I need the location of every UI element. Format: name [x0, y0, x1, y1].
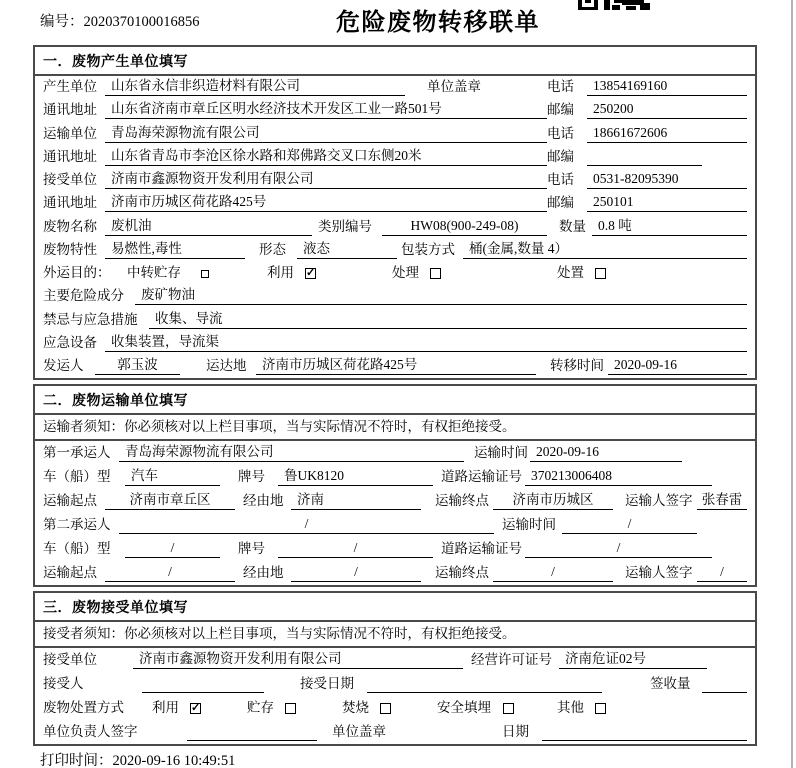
field-value: 济南市鑫源物资开发利用有限公司 — [105, 170, 547, 189]
static-text: 单位盖章 — [427, 79, 481, 95]
field-value: 济南市鑫源物资开发利用有限公司 — [133, 650, 463, 669]
form-row — [35, 648, 755, 672]
field-label: 运输人签字 — [625, 565, 693, 580]
static-text: 焚烧 — [342, 700, 369, 715]
checkbox-unchecked-icon — [285, 703, 296, 714]
field-label: 转移时间 — [550, 358, 604, 374]
field-value: / — [278, 539, 433, 558]
field-label: 废物名称 — [43, 218, 97, 234]
field-label: 数量 — [559, 218, 586, 234]
document-number-value: 2020370100016856 — [83, 14, 200, 30]
field-value: 桶(金属,数量 4） — [463, 240, 747, 259]
document-number — [40, 10, 200, 31]
field-label: 通讯地址 — [43, 148, 97, 164]
checkbox-cell — [279, 703, 342, 717]
field-value: / — [525, 539, 712, 558]
field-label: 经营许可证号 — [471, 652, 552, 667]
form-row — [35, 489, 755, 513]
field-label: 运达地 — [206, 358, 247, 374]
form-row — [35, 355, 755, 378]
section-2 — [33, 384, 757, 587]
field-value: 济南市章丘区 — [105, 491, 235, 510]
field-value: / — [105, 563, 235, 582]
checkbox-cell — [374, 703, 437, 717]
field-label: 单位负责人签字 — [43, 724, 138, 739]
field-value: 济南市历城区荷花路425号 — [105, 193, 547, 212]
field-label: 邮编 — [547, 102, 574, 118]
field-label: 运输时间 — [502, 517, 556, 532]
field-label: 通讯地址 — [43, 195, 97, 211]
field-value: / — [125, 539, 220, 558]
field-label: 电话 — [547, 125, 574, 141]
field-label: 包装方式 — [401, 241, 455, 257]
static-text: 利用 — [267, 265, 294, 281]
checkbox-cell — [195, 270, 267, 282]
checkbox-cell — [589, 268, 606, 282]
document-title: 危险废物转移联单 — [336, 9, 540, 36]
field-value: 鲁UK8120 — [278, 467, 433, 486]
field-value: 收集装置，导流渠 — [105, 333, 747, 352]
form-row — [35, 146, 755, 169]
checkbox-unchecked-icon — [595, 268, 606, 279]
field-value: / — [291, 563, 421, 582]
qr-code-fragment-icon — [578, 0, 650, 10]
field-label: 发运人 — [43, 358, 84, 374]
field-label: 运输者须知： — [43, 419, 124, 434]
field-value: 山东省永信非织造材料有限公司 — [105, 77, 405, 96]
field-value: 济南市历城区 — [493, 491, 613, 510]
static-text: 其他 — [557, 700, 584, 715]
field-label: 通讯地址 — [43, 102, 97, 118]
field-label: 运输时间 — [474, 445, 528, 460]
field-label: 签收量 — [650, 676, 691, 691]
field-value: HW08(900-249-08) — [382, 217, 547, 236]
form-row — [35, 262, 755, 285]
form-row — [35, 169, 755, 192]
section-1-rows — [35, 76, 755, 378]
form-row — [35, 513, 755, 537]
field-value: 250101 — [587, 193, 747, 212]
form-row — [35, 122, 755, 145]
field-label: 运输起点 — [43, 493, 97, 508]
field-value: 收集、导流 — [149, 310, 747, 329]
static-text: 贮存 — [247, 700, 274, 715]
static-text: 处置 — [557, 265, 584, 281]
checkbox-unchecked-icon — [380, 703, 391, 714]
field-label: 外运目的： — [43, 265, 111, 281]
field-label: 主要危险成分 — [43, 288, 124, 304]
page-right-edge-line — [791, 0, 793, 768]
section-1 — [33, 45, 757, 380]
form-row — [35, 720, 755, 744]
form-row — [35, 415, 755, 441]
checkbox-cell — [497, 703, 557, 717]
print-time — [40, 749, 235, 768]
field-value — [367, 674, 602, 693]
form-row — [35, 441, 755, 465]
field-value: 济南危证02号 — [559, 650, 707, 669]
checkbox-cell — [589, 703, 606, 717]
field-label: 邮编 — [547, 195, 574, 211]
field-value: 370213006408 — [525, 467, 712, 486]
field-label: 接受日期 — [300, 676, 354, 691]
form-row — [35, 465, 755, 489]
form-row — [35, 672, 755, 696]
field-label: 接受单位 — [43, 172, 97, 188]
field-label: 运输单位 — [43, 125, 97, 141]
field-value: 青岛海荣源物流有限公司 — [105, 124, 547, 143]
form-row — [35, 308, 755, 331]
field-value: 0.8 吨 — [592, 217, 747, 236]
field-value: / — [562, 515, 697, 534]
section-1-title: 一．废物产生单位填写 — [35, 47, 755, 76]
field-value: 山东省青岛市李沧区徐水路和郑佛路交叉口东侧20米 — [105, 147, 547, 166]
field-label: 第二承运人 — [43, 517, 111, 532]
field-label: 运输终点 — [435, 493, 489, 508]
checkbox-cell — [299, 268, 392, 282]
static-text: 中转贮存 — [127, 265, 181, 281]
section-2-title: 二．废物运输单位填写 — [35, 386, 755, 415]
field-value: 废机油 — [105, 217, 312, 236]
field-label: 运输终点 — [435, 565, 489, 580]
checkbox-unchecked-icon — [595, 703, 606, 714]
field-label: 经由地 — [243, 565, 284, 580]
field-label: 第一承运人 — [43, 445, 111, 460]
field-value: 山东省济南市章丘区明水经济技术开发区工业一路501号 — [105, 100, 547, 119]
field-value — [142, 674, 264, 693]
field-value: / — [119, 515, 494, 534]
field-label: 形态 — [259, 241, 286, 257]
static-text: 处理 — [392, 265, 419, 281]
static-text: 你必须核对以上栏目事项，当与实际情况不符时，有权拒绝接受。 — [124, 626, 516, 641]
section-3 — [33, 591, 757, 746]
field-value: 郭玉波 — [95, 356, 180, 375]
section-3-title: 三．废物接受单位填写 — [35, 593, 755, 622]
form-row — [35, 285, 755, 308]
form-row — [35, 239, 755, 262]
static-text: 单位盖章 — [332, 724, 386, 739]
field-label: 电话 — [547, 79, 574, 95]
checkbox-unchecked-icon — [503, 703, 514, 714]
field-label: 邮编 — [547, 148, 574, 164]
field-value: 2020-09-16 — [530, 443, 682, 462]
static-text: 利用 — [152, 700, 179, 715]
field-value: 18661672606 — [587, 124, 747, 143]
form-row — [35, 696, 755, 720]
static-text: 你必须核对以上栏目事项，当与实际情况不符时，有权拒绝接受。 — [124, 419, 516, 434]
field-value: / — [697, 563, 747, 582]
field-value: / — [493, 563, 613, 582]
field-label: 应急设备 — [43, 334, 97, 350]
static-text: 安全填埋 — [437, 700, 491, 715]
form-row — [35, 76, 755, 99]
field-label: 禁忌与应急措施 — [43, 311, 138, 327]
field-value — [187, 722, 317, 741]
checkbox-unchecked-icon — [430, 268, 441, 279]
field-value: 易燃性,毒性 — [105, 240, 245, 259]
field-label: 道路运输证号 — [441, 541, 522, 556]
field-label: 接受者须知： — [43, 626, 124, 641]
field-label: 产生单位 — [43, 79, 97, 95]
field-label: 日期 — [502, 724, 529, 739]
field-value: 13854169160 — [587, 77, 747, 96]
checkbox-checked-icon: ✓ — [191, 702, 201, 714]
field-label: 电话 — [547, 172, 574, 188]
print-time-value: 2020-09-16 10:49:51 — [112, 753, 236, 768]
field-label: 车（船）型 — [43, 469, 111, 484]
field-value: 张春雷 — [697, 491, 747, 510]
checkbox-cell — [184, 703, 247, 717]
field-label: 运输起点 — [43, 565, 97, 580]
form-row — [35, 192, 755, 215]
field-label: 废物处置方式 — [43, 700, 124, 715]
field-label: 废物特性 — [43, 241, 97, 257]
form-row — [35, 99, 755, 122]
field-value: 液态 — [297, 240, 397, 259]
field-label: 运输人签字 — [625, 493, 693, 508]
field-label: 牌号 — [238, 469, 265, 484]
field-value: 250200 — [587, 100, 747, 119]
field-value: 济南 — [291, 491, 421, 510]
print-time-label: 打印时间： — [40, 753, 113, 768]
field-label: 接受人 — [43, 676, 84, 691]
field-value: 汽车 — [125, 467, 220, 486]
field-value: 青岛海荣源物流有限公司 — [119, 443, 464, 462]
field-value — [542, 722, 747, 741]
field-label: 接受单位 — [43, 652, 97, 667]
field-value — [587, 147, 702, 166]
form-row — [35, 215, 755, 238]
field-label: 牌号 — [238, 541, 265, 556]
field-label: 类别编号 — [318, 218, 372, 234]
checkbox-unchecked-icon — [201, 270, 209, 278]
form-row — [35, 537, 755, 561]
field-label: 道路运输证号 — [441, 469, 522, 484]
section-3-rows — [35, 622, 755, 744]
field-value — [702, 674, 747, 693]
section-2-rows — [35, 415, 755, 585]
field-value: 0531-82095390 — [587, 170, 747, 189]
field-value: 济南市历城区荷花路425号 — [256, 356, 536, 375]
form-row — [35, 332, 755, 355]
field-value: 废矿物油 — [135, 286, 747, 305]
form-row — [35, 622, 755, 648]
checkbox-checked-icon: ✓ — [306, 267, 316, 280]
field-label: 车（船）型 — [43, 541, 111, 556]
document-number-label: 编号： — [40, 14, 84, 30]
checkbox-cell — [424, 268, 557, 282]
field-value: 2020-09-16 — [608, 356, 747, 375]
form-row — [35, 561, 755, 585]
field-label: 经由地 — [243, 493, 284, 508]
